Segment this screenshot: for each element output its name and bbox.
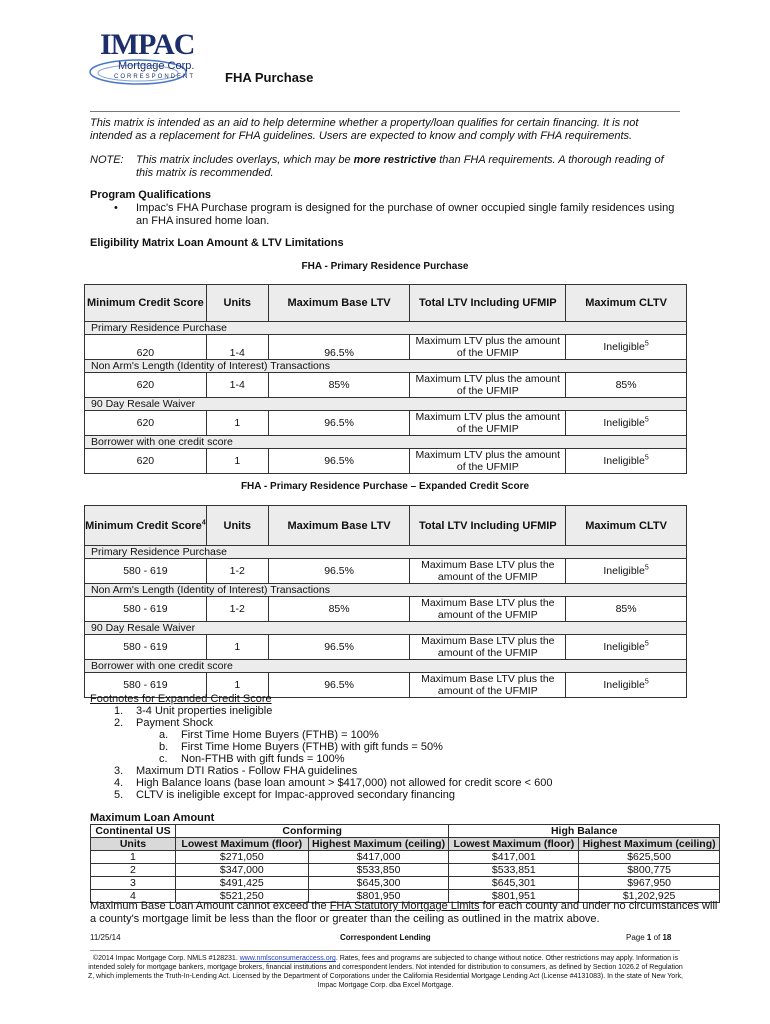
table2-section: 90 Day Resale Waiver	[85, 622, 687, 635]
loan-cell: 3	[91, 877, 176, 890]
note-text: This matrix includes overlays, which may be more restrictive than FHA requirements. A thorough reading of this matrix is recommended.	[136, 154, 664, 179]
footnote-num: a.	[159, 729, 169, 741]
table2	[84, 505, 687, 698]
table2-cell: Maximum Base LTV plus the amount of the UFMIP	[410, 597, 566, 622]
loan-cell: $347,000	[175, 864, 308, 877]
eligibility-heading: Eligibility Matrix Loan Amount & LTV Limitations	[90, 237, 344, 249]
table1-header: Total LTV Including UFMIP	[410, 285, 566, 322]
table1-cell: 1	[206, 449, 268, 474]
footnote-text: CLTV is ineligible except for Impac-approved secondary financing	[136, 789, 455, 801]
loan-group-header: Continental US	[91, 825, 176, 838]
loan-cell: $967,950	[579, 877, 720, 890]
table2-cell: 85%	[268, 597, 410, 622]
table1-cell: 1-4	[206, 335, 268, 360]
table1-caption: FHA - Primary Residence Purchase	[301, 261, 469, 272]
loan-cell: $533,850	[308, 864, 449, 877]
table1-cell: 85%	[268, 373, 410, 398]
table2-cell: 580 - 619	[85, 597, 207, 622]
table1-cell: Maximum LTV plus the amount of the UFMIP	[410, 373, 566, 398]
table1-cell: Ineligible$^5$	[566, 411, 687, 436]
footnote-num: 4.	[114, 777, 124, 789]
footnote-text: Maximum DTI Ratios - Follow FHA guidelines	[136, 765, 358, 777]
footnote-num: 2.	[114, 717, 124, 729]
nmls-link[interactable]: www.nmlsconsumeraccess.org	[239, 955, 336, 962]
table-row	[91, 864, 720, 877]
table1-cell: 620	[85, 411, 207, 436]
table1-cell: 1	[206, 411, 268, 436]
table2-cell: Ineligible$^5$	[566, 559, 687, 584]
logo-line1: Mortgage Corp.	[118, 60, 195, 72]
footnote-text: First Time Home Buyers (FTHB) with gift funds = 50%	[181, 741, 443, 753]
footnote-num: 3.	[114, 765, 124, 777]
table1-cell: Maximum LTV plus the amount of the UFMIP	[410, 411, 566, 436]
max-loan-heading: Maximum Loan Amount	[90, 812, 215, 824]
table2-header: Minimum Credit Score$^4$	[85, 506, 207, 546]
table1-cell: 620	[85, 373, 207, 398]
table2-cell: 96.5%	[268, 635, 410, 660]
footnote-num: c.	[159, 753, 168, 765]
table2-caption: FHA - Primary Residence Purchase – Expanded Credit Score	[240, 481, 530, 492]
loan-cell: $1,202,925	[579, 890, 720, 903]
table2-cell: 1	[206, 673, 268, 698]
max-loan-table	[90, 824, 720, 903]
footnote-num: b.	[159, 741, 169, 753]
impac-logo	[88, 28, 208, 78]
intro-text: This matrix is intended as an aid to help determine whether a property/loan qualifies for certain financing. It is not intended as a replacement for FHA guidelines. Users are expected to know and comply with FHA requirements.	[90, 117, 639, 142]
table-row	[91, 851, 720, 864]
table2-cell: Ineligible$^5$	[566, 673, 687, 698]
table1-cell: 620	[85, 449, 207, 474]
table1-cell: Maximum LTV plus the amount of the UFMIP	[410, 449, 566, 474]
table1-cell: 96.5%	[268, 449, 410, 474]
table2-cell: 580 - 619	[85, 635, 207, 660]
table2-header: Total LTV Including UFMIP	[410, 506, 566, 546]
table2-header: Maximum CLTV	[566, 506, 687, 546]
table1-header: Minimum Credit Score	[85, 285, 207, 322]
table1-cell: 96.5%	[268, 335, 410, 360]
table2-cell: 580 - 619	[85, 673, 207, 698]
table2-cell: 96.5%	[268, 559, 410, 584]
table1-header: Maximum Base LTV	[268, 285, 410, 322]
loan-cell: $645,300	[308, 877, 449, 890]
table2-header: Maximum Base LTV	[268, 506, 410, 546]
loan-cell: $645,301	[449, 877, 579, 890]
loan-cell: 2	[91, 864, 176, 877]
fha-limits-link[interactable]: FHA Statutory Mortgage Limits	[329, 900, 480, 912]
footnote-num: 5.	[114, 789, 124, 801]
table1-section: 90 Day Resale Waiver	[85, 398, 687, 411]
loan-cell: 4	[91, 890, 176, 903]
footnote-text: Payment Shock	[136, 717, 214, 729]
table2-section: Borrower with one credit score	[85, 660, 687, 673]
footnote-text: 3-4 Unit properties ineligible	[136, 705, 273, 717]
footer-date: 11/25/14	[90, 933, 121, 942]
loan-cell: $625,500	[579, 851, 720, 864]
loan-cell: $417,000	[308, 851, 449, 864]
table1-cell: 96.5%	[268, 411, 410, 436]
table2-section: Primary Residence Purchase	[85, 546, 687, 559]
table1-cell: Ineligible$^5$	[566, 449, 687, 474]
table1-cell: Ineligible$^5$	[566, 335, 687, 360]
loan-cell: 1	[91, 851, 176, 864]
loan-cell: $271,050	[175, 851, 308, 864]
loan-cell: $521,250	[175, 890, 308, 903]
table1-cell: Maximum LTV plus the amount of the UFMIP	[410, 335, 566, 360]
footnote-text: First Time Home Buyers (FTHB) = 100%	[181, 729, 379, 741]
footer-page: Page 1 of 18	[626, 933, 672, 942]
loan-col-header: Lowest Maximum (floor)	[175, 838, 308, 851]
loan-col-header: Units	[91, 838, 176, 851]
footer-center: Correspondent Lending	[340, 933, 431, 942]
note-label: NOTE:	[90, 154, 124, 166]
bullet-icon: •	[114, 202, 118, 214]
loan-group-header: High Balance	[449, 825, 720, 838]
loan-cell: $800,775	[579, 864, 720, 877]
logo-line2: CORRESPONDENT	[114, 74, 196, 80]
max-loan-note: Maximum Base Loan Amount cannot exceed the FHA Statutory Mortgage Limits for each county and under no circumstances will a county's mortgage limit be less than the floor or greater than the ceiling as outlined in the matrix above.	[90, 900, 718, 925]
program-heading: Program Qualifications	[90, 189, 212, 201]
program-bullet: Impac's FHA Purchase program is designed for the purchase of owner occupied single family residences using an FHA insured home loan.	[136, 202, 675, 227]
logo-brand: IMPAC	[100, 28, 195, 61]
table2-cell: Ineligible$^5$	[566, 635, 687, 660]
table2-cell: 1	[206, 635, 268, 660]
footnote-num: 1.	[114, 705, 124, 717]
loan-col-header: Highest Maximum (ceiling)	[579, 838, 720, 851]
table2-cell: 85%	[566, 597, 687, 622]
table2-cell: 1-2	[206, 559, 268, 584]
table1-header: Units	[206, 285, 268, 322]
loan-cell: $417,001	[449, 851, 579, 864]
loan-cell: $491,425	[175, 877, 308, 890]
table2-cell: 1-2	[206, 597, 268, 622]
table2-cell: 580 - 619	[85, 559, 207, 584]
loan-col-header: Lowest Maximum (floor)	[449, 838, 579, 851]
table2-cell: Maximum Base LTV plus the amount of the UFMIP	[410, 673, 566, 698]
table1-cell: 1-4	[206, 373, 268, 398]
table2-cell: Maximum Base LTV plus the amount of the UFMIP	[410, 559, 566, 584]
table-row	[91, 877, 720, 890]
table1-cell: 620	[85, 335, 207, 360]
loan-cell: $801,951	[449, 890, 579, 903]
footnote-text: High Balance loans (base loan amount > $417,000) not allowed for credit score < 600	[136, 777, 553, 789]
table2-cell: Maximum Base LTV plus the amount of the UFMIP	[410, 635, 566, 660]
loan-col-header: Highest Maximum (ceiling)	[308, 838, 449, 851]
loan-group-header: Conforming	[175, 825, 449, 838]
page-title: FHA Purchase	[225, 70, 314, 85]
table1-section: Non Arm's Length (Identity of Interest) Transactions	[85, 360, 687, 373]
title-divider	[90, 111, 680, 112]
table1-section: Borrower with one credit score	[85, 436, 687, 449]
table2-cell: 96.5%	[268, 673, 410, 698]
footer-legal: ©2014 Impac Mortgage Corp. NMLS #128231. www.nmlsconsumeraccess.org. Rates, fees and programs are subjected to change without notice. Other restrictions may apply. Information is intended solely for mortgage bankers, mortgage brokers, financial institutions and correspondent lenders. Not intended for distribution to consumers, as defined by Section 1026.2 of Regulation Z, which implements the Truth-In-Lending Act. Licensed by the Department of Corporations under the California Residential Mortgage Lending Act (License #4131083). In the state of New York, Impac Mortgage Corp. dba Excel Mortgage.	[88, 955, 683, 989]
table1	[84, 284, 687, 474]
table1-section: Primary Residence Purchase	[85, 322, 687, 335]
footer-divider	[90, 950, 680, 951]
table1-cell: 85%	[566, 373, 687, 398]
note-bold: more restrictive	[353, 154, 437, 166]
table1-header: Maximum CLTV	[566, 285, 687, 322]
footnote-text: Non-FTHB with gift funds = 100%	[181, 753, 345, 765]
footnotes-heading: Footnotes for Expanded Credit Score	[90, 693, 272, 705]
table2-header: Units	[206, 506, 268, 546]
loan-cell: $533,851	[449, 864, 579, 877]
table2-section: Non Arm's Length (Identity of Interest) Transactions	[85, 584, 687, 597]
loan-cell: $801,950	[308, 890, 449, 903]
